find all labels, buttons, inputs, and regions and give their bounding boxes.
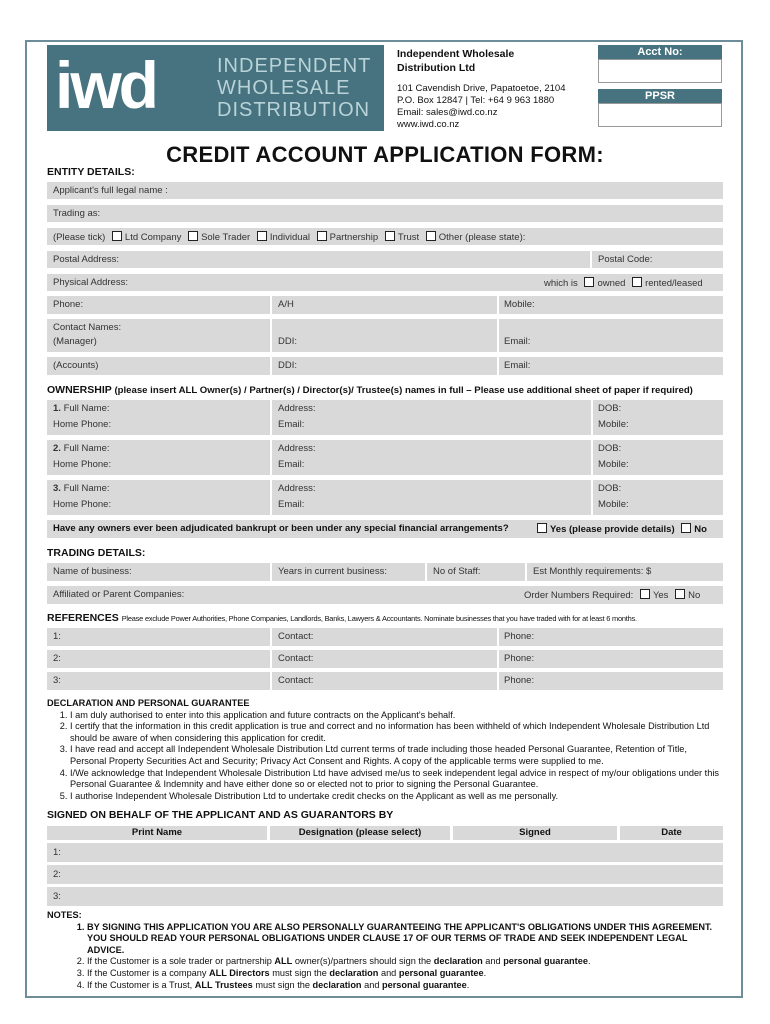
page-title: CREDIT ACCOUNT APPLICATION FORM: xyxy=(166,142,604,167)
acct-no-field[interactable] xyxy=(598,59,722,83)
sole-trader-checkbox[interactable] xyxy=(188,231,198,241)
signatory-row-3[interactable]: 3: xyxy=(47,887,723,906)
physical-address-field[interactable]: Physical Address: which is owned rented/leased xyxy=(47,274,723,291)
note-item-1: 1. BY SIGNING THIS APPLICATION YOU ARE ALSO PERSONALLY GUARANTEEING THE APPLICANT'S OBLIGATIONS UNDER THIS AGREEMENT. YOU SHOULD READ YOUR PERSONAL OBLIGATIONS UNDER CLAUSE 17 OF OUR TERMS OF TRADE AND SEEK INDEPENDENT LEGAL ADVICE. xyxy=(87,922,723,957)
company-web: www.iwd.co.nz xyxy=(397,119,460,130)
declaration-heading: DECLARATION AND PERSONAL GUARANTEE xyxy=(47,698,250,708)
logo-word-1: INDEPENDENT xyxy=(217,55,372,77)
other-checkbox[interactable] xyxy=(426,231,436,241)
reference-row-2[interactable]: 2: Contact: Phone: xyxy=(47,650,723,668)
declaration-item: 4. I/We acknowledge that Independent Wholesale Distribution Ltd have advised me/us to seek independent legal advice in respect of my/our obligations under this Personal Guarantee & Indemnity and have either done so or elected not to prior to signing the Personal Guarantee. xyxy=(70,768,723,791)
declaration-item: 2. I certify that the information in this credit application is true and correct and no information has been withheld of which Independent Wholesale Distribution Ltd should be aware of when considering this application for credit. xyxy=(70,721,723,744)
notes-block xyxy=(47,910,723,991)
note-item-2: 2. If the Customer is a sole trader or partnership ALL owner(s)/partners should sign the declaration and personal guarantee. xyxy=(87,956,723,968)
order-yes-checkbox[interactable] xyxy=(640,589,650,599)
partnership-checkbox[interactable] xyxy=(317,231,327,241)
bankrupt-yes-checkbox[interactable] xyxy=(537,523,547,533)
declaration-block xyxy=(47,698,723,802)
ltd-company-checkbox[interactable] xyxy=(112,231,122,241)
logo-mark: iwd xyxy=(55,48,156,122)
individual-checkbox[interactable] xyxy=(257,231,267,241)
company-po: P.O. Box 12847 | Tel: +64 9 963 1880 xyxy=(397,95,555,106)
owner-1-block[interactable]: 1. Full Name: Home Phone: Address: Email: DOB: Mobile: xyxy=(47,400,723,435)
logo-word-2: WHOLESALE xyxy=(217,77,351,99)
acct-no-label: Acct No: xyxy=(598,45,722,59)
company-address: 101 Cavendish Drive, Papatoetoe, 2104 xyxy=(397,83,566,94)
manager-contact-row[interactable]: Contact Names: (Manager) DDI: Email: xyxy=(47,319,723,352)
trading-as-field[interactable]: Trading as: xyxy=(47,205,723,222)
logo-word-3: DISTRIBUTION xyxy=(217,99,371,121)
entity-heading: ENTITY DETAILS: xyxy=(47,166,135,178)
declaration-item: 1. I am duly authorised to enter into this application and future contracts on the Applicant's behalf. xyxy=(70,710,723,722)
ppsr-label: PPSR xyxy=(598,89,722,103)
owned-checkbox[interactable] xyxy=(584,277,594,287)
signatory-row-1[interactable]: 1: xyxy=(47,843,723,862)
entity-type-row: (Please tick) Ltd Company Sole Trader Individual Partnership Trust Other (please state): xyxy=(47,228,723,245)
col-designation: Designation (please select) xyxy=(270,826,450,840)
postal-address-field[interactable]: Postal Address: Postal Code: xyxy=(47,251,723,268)
postal-code-label: Postal Code: xyxy=(598,254,653,265)
reference-row-3[interactable]: 3: Contact: Phone: xyxy=(47,672,723,690)
bankrupt-no-checkbox[interactable] xyxy=(681,523,691,533)
note-item-3: 3. If the Customer is a company ALL Directors must sign the declaration and personal guarantee. xyxy=(87,968,723,980)
affiliated-row[interactable]: Affiliated or Parent Companies: Order Numbers Required: Yes No xyxy=(47,586,723,604)
company-details xyxy=(397,47,592,131)
col-date: Date xyxy=(620,826,723,840)
notes-heading: NOTES: xyxy=(47,910,82,920)
company-email: Email: sales@iwd.co.nz xyxy=(397,107,498,118)
logo-words xyxy=(217,55,371,121)
reference-row-1[interactable]: 1: Contact: Phone: xyxy=(47,628,723,646)
trust-checkbox[interactable] xyxy=(385,231,395,241)
order-no-checkbox[interactable] xyxy=(675,589,685,599)
ownership-heading: OWNERSHIP (please insert ALL Owner(s) / Partner(s) / Director(s)/ Trustee(s) names in full – Please use additional sheet of paper if required) xyxy=(47,384,693,396)
declaration-item: 5. I authorise Independent Wholesale Distribution Ltd to undertake credit checks on the Applicant as well as me personally. xyxy=(70,791,723,803)
rented-checkbox[interactable] xyxy=(632,277,642,287)
legal-name-field[interactable]: Applicant's full legal name : xyxy=(47,182,723,199)
signatory-row-2[interactable]: 2: xyxy=(47,865,723,884)
col-signed: Signed xyxy=(453,826,617,840)
note-item-4: 4. If the Customer is a Trust, ALL Trustees must sign the declaration and personal guarantee. xyxy=(87,980,723,992)
declaration-item: 3. I have read and accept all Independent Wholesale Distribution Ltd current terms of trade including those headed Personal Guarantee, Retention of Title, Personal Property Securities Act and Security; Privacy Act Consent and Rights. A copy of the applicable terms were supplied to me. xyxy=(70,744,723,767)
signed-heading: SIGNED ON BEHALF OF THE APPLICANT AND AS GUARANTORS BY xyxy=(47,809,394,821)
accounts-contact-row[interactable]: (Accounts) DDI: Email: xyxy=(47,357,723,375)
please-tick-label: (Please tick) xyxy=(53,232,106,243)
references-heading: REFERENCES Please exclude Power Authorities, Phone Companies, Landlords, Banks, Lawyers & Accountants. Nominate businesses that you have traded with for at least 6 months. xyxy=(47,612,637,624)
ppsr-field[interactable] xyxy=(598,103,722,127)
bankrupt-question-row: Have any owners ever been adjudicated bankrupt or been under any special financial arrangements? Yes (please provide details) No xyxy=(47,520,723,538)
iwd-logo xyxy=(47,45,384,131)
business-name-row[interactable]: Name of business: Years in current business: No of Staff: Est Monthly requirements: $ xyxy=(47,563,723,581)
phone-row[interactable]: Phone: A/H Mobile: xyxy=(47,296,723,314)
owner-2-block[interactable]: 2. Full Name: Home Phone: Address: Email: DOB: Mobile: xyxy=(47,440,723,475)
col-print-name: Print Name xyxy=(47,826,267,840)
owner-3-block[interactable]: 3. Full Name: Home Phone: Address: Email: DOB: Mobile: xyxy=(47,480,723,515)
company-name: Independent Wholesale Distribution Ltd xyxy=(397,48,515,74)
trading-heading: TRADING DETAILS: xyxy=(47,547,146,559)
office-use-box xyxy=(598,45,722,127)
references-note: Please exclude Power Authorities, Phone Companies, Landlords, Banks, Lawyers & Accountants. Nominate businesses that you have traded with for at least 6 months. xyxy=(121,614,637,623)
